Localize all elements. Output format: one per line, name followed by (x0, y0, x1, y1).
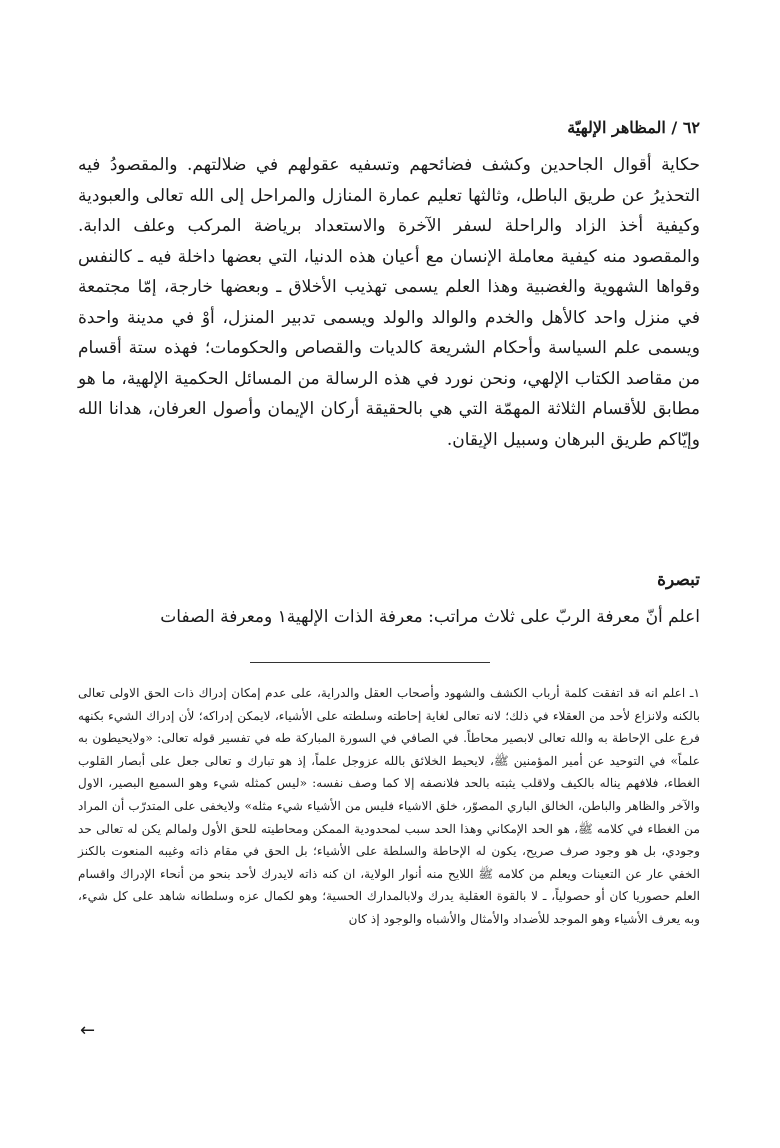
continue-arrow-icon: ← (80, 1020, 96, 1041)
main-paragraph: حكاية أقوال الجاحدين وكشف فضائحهم وتسفيه عقولهم في ضلالتهم. والمقصودُ فيه التحذيرُ عن طريق الباطل، وثالثها تعليم عمارة المنازل والمراحل إلى الله تعالى والعبودية وكيفية أخذ الزاد والراحلة لسفر الآخرة والاستعداد برياضة المركب وعلف الدابة. والمقصود منه كيفية معاملة الإنسان مع أعيان هذه الدنيا، التي بعضها داخلة فيه ـ كالنفس وقواها الشهوية والغضبية وهذا العلم يسمى تهذيب الأخلاق ـ وبعضها خارجة، إمّا مجتمعة في منزل واحد كالأهل والخدم والوالد والولد ويسمى تدبير المنزل، أوْ في مدينة واحدة ويسمى علم السياسة وأحكام الشريعة كالديات والقصاص والحكومات؛ فهذه ستة أقسام من مقاصد الكتاب الإلهي، ونحن نورد في هذه الرسالة من المسائل الحكمية الإلهية، ما هو مطابق للأقسام الثلاثة المهمّة التي هي بالحقيقة أركان الإيمان وأصول العرفان، هدانا الله وإيّاكم طريق البرهان وسبيل الإيقان. (78, 155, 700, 450)
section-text: اعلم أنّ معرفة الربّ على ثلاث مراتب: معرفة الذات الإلهية١ ومعرفة الصفات (160, 607, 700, 627)
footnote-text: ١ـ اعلم انه قد اتفقت كلمة أرباب الكشف والشهود وأصحاب العقل والدراية، على عدم إمكان إدراك ذات الحق الاولى تعالى بالكنه ولانزاع لأحد من العقلاء في ذلك؛ لانه تعالى لغاية إحاطته وسلطته على الأشياء، لايمكن إدراكه؛ لأن إدراك الشيء بكنهه فرع على الإحاطة به والله تعالى لابصير محاطاً. في الصافي في السورة المباركة طه في تفسير قوله تعالى: «ولايحيطون به علماً» في التوحيد عن أمير المؤمنين ﷺ، لايحيط الخلائق بالله عزوجل علماً، إذ هو تبارك و تعالى جعل على أبصار القلوب الغطاء، فلافهم يناله بالكيف ولاقلب يثبته بالحد فلانصفه إلا كما وصف نفسه: «ليس كمثله شيء وهو السميع البصير، الاول والآخر والظاهر والباطن، الخالق الباري المصوّر، خلق الاشياء فليس من الأشياء شيء مثله» ولايخفى على المتدرّب أن المراد من الغطاء في كلامه ﷺ، هو الحد الإمكاني وهذا الحد سبب لمحدودية الممكن ومحاطيته للحق الأول ولمالم يكن له تعالى حد وجودي، بل هو وجود صرف صريح، يكون له الإحاطة والسلطة على الأشياء؛ بل الحق في مقام ذاته وغيبه المنعوت بالكنز الخفي عار عن التعينات ويعلم من كلامه ﷺ اللايح منه أنوار الولاية، ان كنه ذاته لايدرك لأحد بنحو من أنحاء الإدراك واقسام العلم حصوريا كان أو حصولياً، ـ لا بالقوة العقلية يدرك ولابالمدارك الحسية؛ وهو لكمال عزه وسلطانه شاهد على كل شيء، وبه يعرف الأشياء وهو الموجد للأضداد والأمثال والأشباه والوجود إذ كان (78, 686, 701, 926)
section-heading: تبصرة (657, 570, 700, 590)
running-head: ٦٢ / المظاهر الإلهيّة (567, 118, 700, 137)
footnote-divider (250, 662, 490, 663)
